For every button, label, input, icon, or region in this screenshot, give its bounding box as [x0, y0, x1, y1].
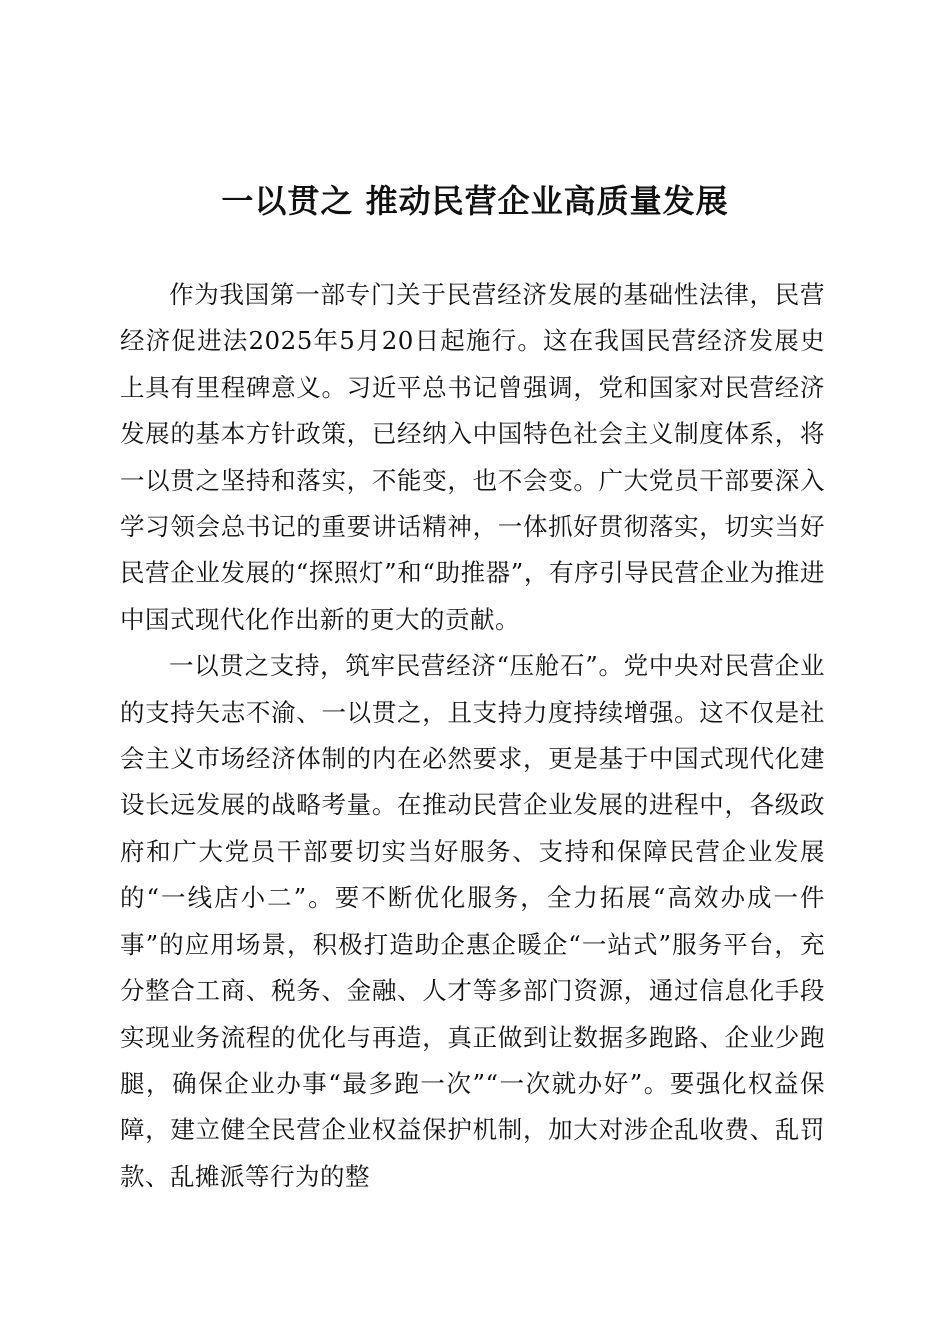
- paragraph-support: 一以贯之支持，筑牢民营经济“压舱石”。党中央对民营企业的支持矢志不渝、一以贯之，且支持力度持续增强。这不仅是社会主义市场经济体制的内在必然要求，更是基于中国式现代化建设长远发展的战略考量。在推动民营企业发展的进程中，各级政府和广大党员干部要切实当好服务、支持和保障民营企业发展的“一线店小二”。要不断优化服务，全力拓展“高效办成一件事”的应用场景，积极打造助企惠企暖企“一站式”服务平台，充分整合工商、税务、金融、人才等多部门资源，通过信息化手段实现业务流程的优化与再造，真正做到让数据多跑路、企业少跑腿，确保企业办事“最多跑一次”“一次就办好”。要强化权益保障，建立健全民营企业权益保护机制，加大对涉企乱收费、乱罚款、乱摊派等行为的整: [120, 651, 825, 1191]
- document-title: 一以贯之 推动民营企业高质量发展: [221, 182, 729, 220]
- paragraph-intro: 作为我国第一部专门关于民营经济发展的基础性法律，民营经济促进法2025年5月20日起施行。这在我国民营经济发展史上具有里程碑意义。习近平总书记曾强调，党和国家对民营经济发展的基本方针政策，已经纳入中国特色社会主义制度体系，将一以贯之坚持和落实，不能变，也不会变。广大党员干部要深入学习领会总书记的重要讲话精神，一体抓好贯彻落实，切实当好民营企业发展的“探照灯”和“助推器”，有序引导民营企业为推进中国式现代化作出新的更大的贡献。: [120, 280, 825, 634]
- document-body: [120, 272, 825, 1200]
